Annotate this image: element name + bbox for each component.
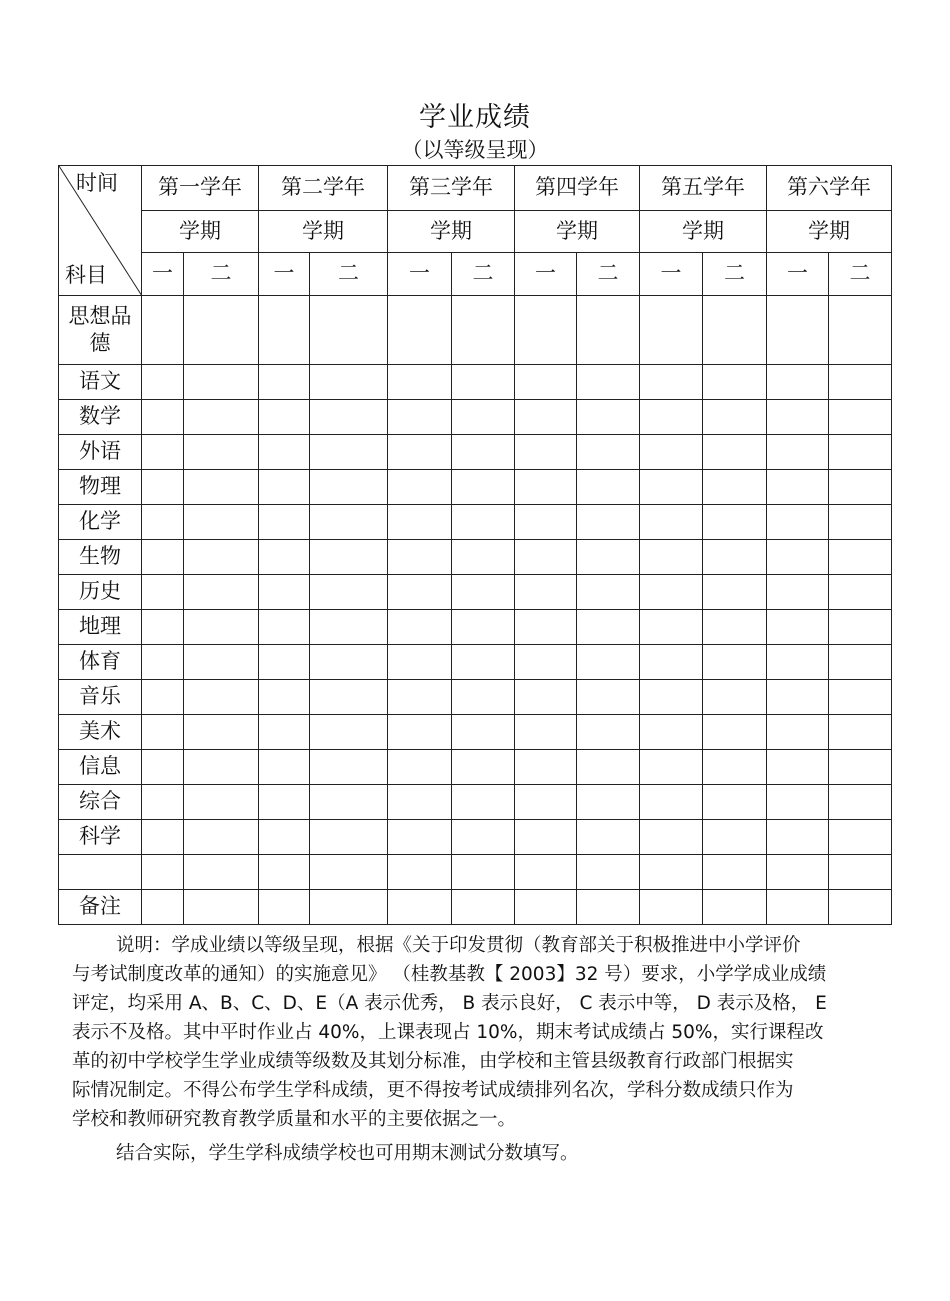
grade-cell[interactable] <box>767 785 829 820</box>
grade-cell[interactable] <box>515 365 577 400</box>
subject-label: 外语 <box>59 435 142 470</box>
grade-cell[interactable] <box>310 645 388 680</box>
notes-line: 与考试制度改革的通知）的实施意见》 （桂教基教【 2003】32 号）要求，小学学成业成绩 <box>72 964 827 985</box>
grade-cell[interactable] <box>577 890 640 925</box>
grade-cell[interactable] <box>452 505 515 540</box>
subject-row <box>59 365 892 400</box>
grade-cell[interactable] <box>388 610 452 645</box>
grade-cell[interactable] <box>259 575 310 610</box>
subject-row <box>59 785 892 820</box>
grade-cell[interactable] <box>310 820 388 855</box>
grade-cell[interactable] <box>767 296 829 365</box>
notes-line: 说明：学成业绩以等级呈现，根据《关于印发贯彻（教育部关于积极推进中小学评价 <box>116 935 801 956</box>
year-header: 第六学年 <box>767 166 892 211</box>
grade-cell[interactable] <box>310 750 388 785</box>
grade-cell[interactable] <box>142 365 184 400</box>
grade-cell[interactable] <box>703 296 767 365</box>
grade-cell[interactable] <box>640 470 703 505</box>
grade-cell[interactable] <box>829 890 892 925</box>
notes-line: 际情况制定。不得公布学生学科成绩，更不得按考试成绩排列名次，学科分数成绩只作为 <box>72 1080 794 1101</box>
notes-final-line: 结合实际，学生学科成绩学校也可用期末测试分数填写。 <box>116 1143 579 1164</box>
year-header: 第二学年 <box>259 166 388 211</box>
subject-row <box>59 400 892 435</box>
grade-cell[interactable] <box>767 610 829 645</box>
grade-cell[interactable] <box>577 435 640 470</box>
explanation-notes <box>72 931 892 1168</box>
grade-cell[interactable] <box>452 715 515 750</box>
grade-cell[interactable] <box>703 435 767 470</box>
grade-cell[interactable] <box>703 575 767 610</box>
grade-cell[interactable] <box>259 505 310 540</box>
grade-cell[interactable] <box>515 540 577 575</box>
grade-cell[interactable] <box>515 400 577 435</box>
grade-cell[interactable] <box>388 890 452 925</box>
term-header: 一 <box>515 253 577 296</box>
grade-cell[interactable] <box>452 400 515 435</box>
grade-cell[interactable] <box>142 470 184 505</box>
subject-label: 音乐 <box>59 680 142 715</box>
grade-cell[interactable] <box>829 505 892 540</box>
grade-cell[interactable] <box>142 680 184 715</box>
semester-header: 学期 <box>259 211 388 253</box>
subject-label: 物理 <box>59 470 142 505</box>
grade-cell[interactable] <box>259 645 310 680</box>
grade-cell[interactable] <box>767 470 829 505</box>
grade-cell[interactable] <box>767 575 829 610</box>
grade-cell[interactable] <box>829 820 892 855</box>
grade-cell[interactable] <box>829 680 892 715</box>
subject-row <box>59 855 892 890</box>
grade-cell[interactable] <box>829 750 892 785</box>
year-header: 第三学年 <box>388 166 515 211</box>
grade-cell[interactable] <box>829 715 892 750</box>
grade-cell[interactable] <box>388 296 452 365</box>
grade-cell[interactable] <box>310 505 388 540</box>
notes-line: 表示不及格。其中平时作业占 40%，上课表现占 10%，期末考试成绩占 50%，实行课程改 <box>72 1022 824 1043</box>
grade-cell[interactable] <box>184 820 259 855</box>
grade-cell[interactable] <box>310 540 388 575</box>
grade-cell[interactable] <box>259 715 310 750</box>
grade-cell[interactable] <box>703 365 767 400</box>
grade-cell[interactable] <box>703 855 767 890</box>
grade-cell[interactable] <box>310 435 388 470</box>
grade-cell[interactable] <box>703 400 767 435</box>
grade-cell[interactable] <box>703 890 767 925</box>
grade-cell[interactable] <box>142 435 184 470</box>
grade-cell[interactable] <box>259 400 310 435</box>
grade-cell[interactable] <box>142 575 184 610</box>
grade-cell[interactable] <box>767 750 829 785</box>
semester-header: 学期 <box>388 211 515 253</box>
grade-cell[interactable] <box>388 400 452 435</box>
subject-label: 备注 <box>59 890 142 925</box>
grade-cell[interactable] <box>388 855 452 890</box>
grade-cell[interactable] <box>577 505 640 540</box>
header-row-years <box>59 166 892 211</box>
semester-header: 学期 <box>515 211 640 253</box>
subject-row <box>59 645 892 680</box>
grade-cell[interactable] <box>184 365 259 400</box>
subject-label: 数学 <box>59 400 142 435</box>
grade-cell[interactable] <box>142 785 184 820</box>
subject-row <box>59 750 892 785</box>
grade-cell[interactable] <box>452 750 515 785</box>
subject-row <box>59 680 892 715</box>
grade-cell[interactable] <box>577 820 640 855</box>
grade-cell[interactable] <box>184 540 259 575</box>
subject-row <box>59 435 892 470</box>
grade-cell[interactable] <box>259 435 310 470</box>
grade-cell[interactable] <box>259 855 310 890</box>
term-header: 一 <box>142 253 184 296</box>
grade-cell[interactable] <box>515 645 577 680</box>
subject-label: 信息 <box>59 750 142 785</box>
grade-cell[interactable] <box>767 855 829 890</box>
corner-subject-label: 科目 <box>65 262 107 287</box>
grade-cell[interactable] <box>184 400 259 435</box>
grade-cell[interactable] <box>577 750 640 785</box>
grade-cell[interactable] <box>259 365 310 400</box>
grade-cell[interactable] <box>703 820 767 855</box>
grade-cell[interactable] <box>452 435 515 470</box>
grade-cell[interactable] <box>310 680 388 715</box>
grade-cell[interactable] <box>310 785 388 820</box>
grade-cell[interactable] <box>640 820 703 855</box>
grade-cell[interactable] <box>829 610 892 645</box>
grade-cell[interactable] <box>142 400 184 435</box>
grade-cell[interactable] <box>310 610 388 645</box>
grade-cell[interactable] <box>829 855 892 890</box>
document-title: 学业成绩 <box>419 102 531 133</box>
year-header: 第四学年 <box>515 166 640 211</box>
grade-cell[interactable] <box>767 435 829 470</box>
grade-cell[interactable] <box>184 855 259 890</box>
grade-cell[interactable] <box>767 645 829 680</box>
grade-cell[interactable] <box>767 680 829 715</box>
grade-cell[interactable] <box>388 820 452 855</box>
grade-cell[interactable] <box>767 890 829 925</box>
grade-cell[interactable] <box>184 610 259 645</box>
grade-cell[interactable] <box>388 715 452 750</box>
grade-cell[interactable] <box>829 785 892 820</box>
subject-row <box>59 540 892 575</box>
term-header: 一 <box>640 253 703 296</box>
subject-row <box>59 890 892 925</box>
term-header: 一 <box>259 253 310 296</box>
grade-cell[interactable] <box>577 610 640 645</box>
grade-cell[interactable] <box>388 680 452 715</box>
subject-label: 历史 <box>59 575 142 610</box>
grade-cell[interactable] <box>388 540 452 575</box>
grade-cell[interactable] <box>259 820 310 855</box>
year-header: 第五学年 <box>640 166 767 211</box>
grade-cell[interactable] <box>703 750 767 785</box>
grade-cell[interactable] <box>515 435 577 470</box>
corner-header-cell <box>59 166 142 296</box>
grade-cell[interactable] <box>452 365 515 400</box>
grade-cell[interactable] <box>703 785 767 820</box>
grade-cell[interactable] <box>640 540 703 575</box>
grade-cell[interactable] <box>640 400 703 435</box>
grade-cell[interactable] <box>640 855 703 890</box>
notes-line: 评定，均采用 A、B、C、D、E（A 表示优秀， B 表示良好， C 表示中等， D 表示及格， E <box>72 993 827 1014</box>
grade-cell[interactable] <box>829 645 892 680</box>
term-header: 二 <box>703 253 767 296</box>
grade-cell[interactable] <box>640 505 703 540</box>
subject-label: 生物 <box>59 540 142 575</box>
grade-cell[interactable] <box>640 715 703 750</box>
grade-cell[interactable] <box>515 610 577 645</box>
grade-cell[interactable] <box>515 505 577 540</box>
semester-header: 学期 <box>142 211 259 253</box>
grade-cell[interactable] <box>452 890 515 925</box>
grade-cell[interactable] <box>452 820 515 855</box>
grade-cell[interactable] <box>388 365 452 400</box>
grade-cell[interactable] <box>703 680 767 715</box>
subject-row <box>59 715 892 750</box>
subject-row <box>59 470 892 505</box>
grade-cell[interactable] <box>184 505 259 540</box>
grade-cell[interactable] <box>452 575 515 610</box>
grade-cell[interactable] <box>640 680 703 715</box>
grade-cell[interactable] <box>452 645 515 680</box>
grade-cell[interactable] <box>452 680 515 715</box>
grade-cell[interactable] <box>640 575 703 610</box>
grade-cell[interactable] <box>640 645 703 680</box>
grade-cell[interactable] <box>577 540 640 575</box>
notes-line: 学校和教师研究教育教学质量和水平的主要依据之一。 <box>72 1109 517 1130</box>
grade-cell[interactable] <box>259 680 310 715</box>
term-header: 二 <box>452 253 515 296</box>
grade-cell[interactable] <box>142 645 184 680</box>
grade-cell[interactable] <box>452 855 515 890</box>
grade-cell[interactable] <box>259 890 310 925</box>
grade-cell[interactable] <box>703 610 767 645</box>
grade-cell[interactable] <box>388 470 452 505</box>
grade-cell[interactable] <box>829 400 892 435</box>
grade-cell[interactable] <box>577 365 640 400</box>
subject-row <box>59 820 892 855</box>
grade-cell[interactable] <box>452 610 515 645</box>
grade-cell[interactable] <box>703 645 767 680</box>
grade-cell[interactable] <box>142 540 184 575</box>
grade-cell[interactable] <box>310 400 388 435</box>
grade-cell[interactable] <box>577 470 640 505</box>
grade-cell[interactable] <box>829 365 892 400</box>
semester-header: 学期 <box>767 211 892 253</box>
grade-cell[interactable] <box>310 715 388 750</box>
grade-cell[interactable] <box>515 680 577 715</box>
grade-cell[interactable] <box>829 435 892 470</box>
grade-cell[interactable] <box>310 575 388 610</box>
grade-cell[interactable] <box>310 470 388 505</box>
grade-cell[interactable] <box>184 680 259 715</box>
grade-cell[interactable] <box>577 645 640 680</box>
corner-time-label: 时间 <box>76 171 118 195</box>
notes-line: 革的初中学校学生学业成绩等级数及其划分标准，由学校和主管县级教育行政部门根据实 <box>72 1051 794 1072</box>
grade-cell[interactable] <box>515 820 577 855</box>
grade-cell[interactable] <box>515 715 577 750</box>
grade-cell[interactable] <box>388 785 452 820</box>
grade-cell[interactable] <box>515 470 577 505</box>
grade-cell[interactable] <box>452 540 515 575</box>
subject-label: 语文 <box>59 365 142 400</box>
grade-cell[interactable] <box>184 890 259 925</box>
grade-cell[interactable] <box>829 470 892 505</box>
grade-cell[interactable] <box>577 400 640 435</box>
grade-cell[interactable] <box>142 855 184 890</box>
grade-cell[interactable] <box>703 540 767 575</box>
grade-cell[interactable] <box>640 890 703 925</box>
grade-cell[interactable] <box>310 855 388 890</box>
grade-cell[interactable] <box>259 540 310 575</box>
grades-table <box>58 165 892 925</box>
grade-cell[interactable] <box>142 715 184 750</box>
grade-cell[interactable] <box>184 645 259 680</box>
header-row-terms <box>59 253 892 296</box>
grade-cell[interactable] <box>259 750 310 785</box>
grade-cell[interactable] <box>452 470 515 505</box>
grade-cell[interactable] <box>640 610 703 645</box>
grade-cell[interactable] <box>388 750 452 785</box>
subject-label: 思想品德 <box>59 296 142 365</box>
grade-cell[interactable] <box>184 296 259 365</box>
grade-cell[interactable] <box>184 575 259 610</box>
term-header: 二 <box>577 253 640 296</box>
grade-cell[interactable] <box>577 575 640 610</box>
grade-cell[interactable] <box>515 855 577 890</box>
term-header: 二 <box>310 253 388 296</box>
grade-cell[interactable] <box>829 540 892 575</box>
grade-cell[interactable] <box>184 750 259 785</box>
grade-cell[interactable] <box>577 855 640 890</box>
grade-cell[interactable] <box>577 680 640 715</box>
grade-cell[interactable] <box>388 645 452 680</box>
grade-cell[interactable] <box>767 505 829 540</box>
grade-cell[interactable] <box>767 715 829 750</box>
grade-cell[interactable] <box>640 365 703 400</box>
header-row-semester <box>59 211 892 253</box>
grade-cell[interactable] <box>577 296 640 365</box>
grade-cell[interactable] <box>259 785 310 820</box>
grade-cell[interactable] <box>388 505 452 540</box>
grade-cell[interactable] <box>515 750 577 785</box>
grade-cell[interactable] <box>259 470 310 505</box>
year-header: 第一学年 <box>142 166 259 211</box>
grade-cell[interactable] <box>310 890 388 925</box>
grade-cell[interactable] <box>184 435 259 470</box>
grade-cell[interactable] <box>767 820 829 855</box>
grade-cell[interactable] <box>767 400 829 435</box>
subject-label: 体育 <box>59 645 142 680</box>
subject-row <box>59 296 892 365</box>
grade-cell[interactable] <box>703 505 767 540</box>
subject-row <box>59 505 892 540</box>
term-header: 二 <box>829 253 892 296</box>
grade-cell[interactable] <box>142 820 184 855</box>
grade-cell[interactable] <box>142 750 184 785</box>
grade-cell[interactable] <box>184 715 259 750</box>
grade-cell[interactable] <box>388 575 452 610</box>
term-header: 一 <box>388 253 452 296</box>
grade-cell[interactable] <box>142 505 184 540</box>
grade-cell[interactable] <box>515 890 577 925</box>
grade-cell[interactable] <box>577 715 640 750</box>
grade-cell[interactable] <box>142 890 184 925</box>
grade-cell[interactable] <box>259 296 310 365</box>
grade-cell[interactable] <box>703 470 767 505</box>
grade-cell[interactable] <box>142 296 184 365</box>
grade-cell[interactable] <box>703 715 767 750</box>
grade-cell[interactable] <box>184 785 259 820</box>
subject-label <box>59 855 142 890</box>
subject-label: 美术 <box>59 715 142 750</box>
grade-cell[interactable] <box>767 365 829 400</box>
grade-cell[interactable] <box>142 610 184 645</box>
subject-label: 科学 <box>59 820 142 855</box>
grade-cell[interactable] <box>184 470 259 505</box>
grade-cell[interactable] <box>640 435 703 470</box>
grade-cell[interactable] <box>515 575 577 610</box>
grade-cell[interactable] <box>577 785 640 820</box>
grade-cell[interactable] <box>452 296 515 365</box>
grade-cell[interactable] <box>767 540 829 575</box>
grade-cell[interactable] <box>515 296 577 365</box>
grade-cell[interactable] <box>259 610 310 645</box>
grade-cell[interactable] <box>388 435 452 470</box>
subject-label: 化学 <box>59 505 142 540</box>
grade-cell[interactable] <box>310 365 388 400</box>
grade-cell[interactable] <box>640 296 703 365</box>
document-subtitle: （以等级呈现） <box>401 138 549 162</box>
subject-row <box>59 610 892 645</box>
grade-cell[interactable] <box>640 750 703 785</box>
subject-label: 综合 <box>59 785 142 820</box>
term-header: 一 <box>767 253 829 296</box>
grade-cell[interactable] <box>829 575 892 610</box>
grade-cell[interactable] <box>640 785 703 820</box>
semester-header: 学期 <box>640 211 767 253</box>
grade-cell[interactable] <box>310 296 388 365</box>
grade-cell[interactable] <box>829 296 892 365</box>
grade-cell[interactable] <box>515 785 577 820</box>
grade-cell[interactable] <box>452 785 515 820</box>
term-header: 二 <box>184 253 259 296</box>
subject-label: 地理 <box>59 610 142 645</box>
subject-row <box>59 575 892 610</box>
